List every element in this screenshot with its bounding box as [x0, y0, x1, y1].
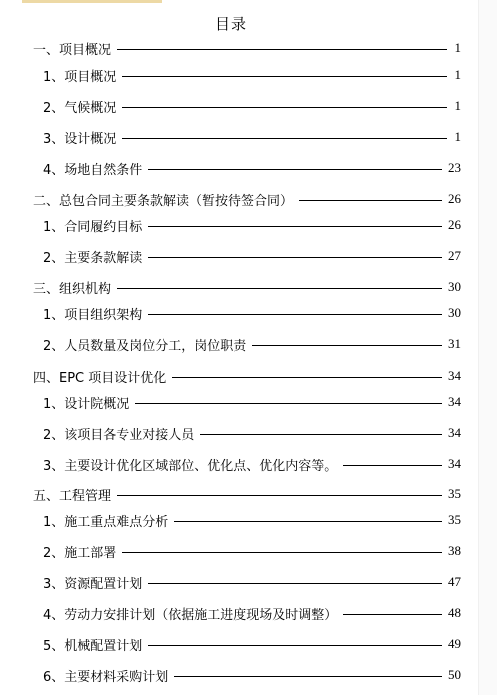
toc-leader-line [117, 49, 447, 50]
toc-entry[interactable] [43, 603, 461, 623]
toc-leader-line [299, 200, 442, 201]
toc-entry-label: 4、劳动力安排计划（依据施工进度现场及时调整） [43, 607, 338, 623]
toc-leader-line [122, 138, 447, 139]
toc-entry-page: 31 [448, 336, 461, 351]
toc-entry-label: 3、资源配置计划 [43, 576, 143, 592]
toc-leader-line [148, 226, 442, 227]
toc-entry-label: 4、场地自然条件 [43, 162, 143, 178]
toc-entry[interactable] [43, 127, 461, 147]
toc-entry-page: 34 [448, 394, 461, 409]
toc-entry-page: 34 [448, 456, 461, 471]
toc-entry[interactable] [43, 65, 461, 85]
toc-entry[interactable] [33, 366, 461, 386]
toc-entry-label: 3、主要设计优化区域部位、优化点、优化内容等。 [43, 458, 338, 474]
toc-entry-page: 30 [448, 305, 461, 320]
toc-entry-page: 1 [454, 40, 461, 55]
header-highlight-strip [22, 0, 162, 3]
toc-entry-label: 2、施工部署 [43, 545, 117, 561]
toc-leader-line [122, 107, 447, 108]
toc-leader-line [148, 169, 442, 170]
toc-entry-page: 47 [448, 574, 461, 589]
toc-entry-label: 1、项目概况 [43, 69, 117, 85]
toc-entry-label: 2、该项目各专业对接人员 [43, 427, 195, 443]
toc-entry-page: 26 [448, 217, 461, 232]
toc-leader-line [135, 403, 442, 404]
toc-leader-line [172, 377, 442, 378]
toc-entry-page: 1 [454, 98, 461, 113]
toc-entry-page: 38 [448, 543, 461, 558]
toc-entry[interactable] [43, 634, 461, 654]
toc-entry[interactable] [33, 484, 461, 504]
toc-leader-line [148, 583, 442, 584]
toc-leader-line [174, 521, 442, 522]
toc-entry-label: 3、设计概况 [43, 131, 117, 147]
toc-entry[interactable] [43, 572, 461, 592]
toc-entry-label: 1、设计院概况 [43, 396, 130, 412]
toc-leader-line [148, 257, 442, 258]
toc-entry-label: 2、气候概况 [43, 100, 117, 116]
toc-entry-page: 50 [448, 667, 461, 682]
toc-leader-line [200, 434, 442, 435]
toc-entry-page: 27 [448, 248, 461, 263]
toc-leader-line [122, 552, 442, 553]
toc-entry-label: 6、主要材料采购计划 [43, 669, 169, 685]
toc-entry[interactable] [43, 510, 461, 530]
toc-entry-page: 23 [448, 160, 461, 175]
toc-entry[interactable] [43, 246, 461, 266]
toc-title: 目录 [214, 15, 247, 33]
toc-leader-line [122, 76, 447, 77]
toc-entry-label: 2、人员数量及岗位分工，岗位职责 [43, 338, 247, 354]
toc-entry-page: 35 [448, 512, 461, 527]
toc-entry[interactable] [43, 665, 461, 685]
toc-entry[interactable] [33, 189, 461, 209]
page-right-margin [478, 0, 497, 695]
toc-entry-label: 1、合同履约目标 [43, 219, 143, 235]
toc-entry-label: 二、总包合同主要条款解读（暂按待签合同） [33, 193, 294, 209]
toc-entry-page: 34 [448, 425, 461, 440]
toc-entry[interactable] [33, 38, 461, 58]
toc-entry[interactable] [43, 423, 461, 443]
toc-leader-line [252, 345, 442, 346]
toc-leader-line [148, 645, 442, 646]
toc-leader-line [117, 288, 442, 289]
toc-entry-label: 四、EPC 项目设计优化 [33, 370, 167, 386]
toc-entry-page: 26 [448, 191, 461, 206]
toc-entry[interactable] [43, 303, 461, 323]
toc-entry-label: 五、工程管理 [33, 488, 112, 504]
toc-entry-label: 2、主要条款解读 [43, 250, 143, 266]
toc-entry-label: 5、机械配置计划 [43, 638, 143, 654]
toc-entry[interactable] [43, 454, 461, 474]
toc-entry-page: 1 [454, 129, 461, 144]
toc-entry-page: 30 [448, 279, 461, 294]
toc-leader-line [148, 314, 442, 315]
toc-entry[interactable] [43, 158, 461, 178]
toc-entry[interactable] [43, 96, 461, 116]
toc-entry[interactable] [43, 392, 461, 412]
toc-leader-line [343, 614, 442, 615]
toc-entry[interactable] [43, 334, 461, 354]
toc-entry-page: 48 [448, 605, 461, 620]
toc-entry[interactable] [43, 541, 461, 561]
toc-entry-label: 三、组织机构 [33, 281, 112, 297]
toc-leader-line [117, 495, 442, 496]
toc-entry[interactable] [33, 277, 461, 297]
toc-entry-page: 49 [448, 636, 461, 651]
toc-entry-page: 1 [454, 67, 461, 82]
toc-entry-page: 35 [448, 486, 461, 501]
toc-entry-label: 一、项目概况 [33, 42, 112, 58]
toc-leader-line [343, 465, 442, 466]
toc-entry-page: 34 [448, 368, 461, 383]
toc-leader-line [174, 676, 442, 677]
toc-entry-label: 1、项目组织架构 [43, 307, 143, 323]
toc-entry[interactable] [43, 215, 461, 235]
toc-entry-label: 1、施工重点难点分析 [43, 514, 169, 530]
